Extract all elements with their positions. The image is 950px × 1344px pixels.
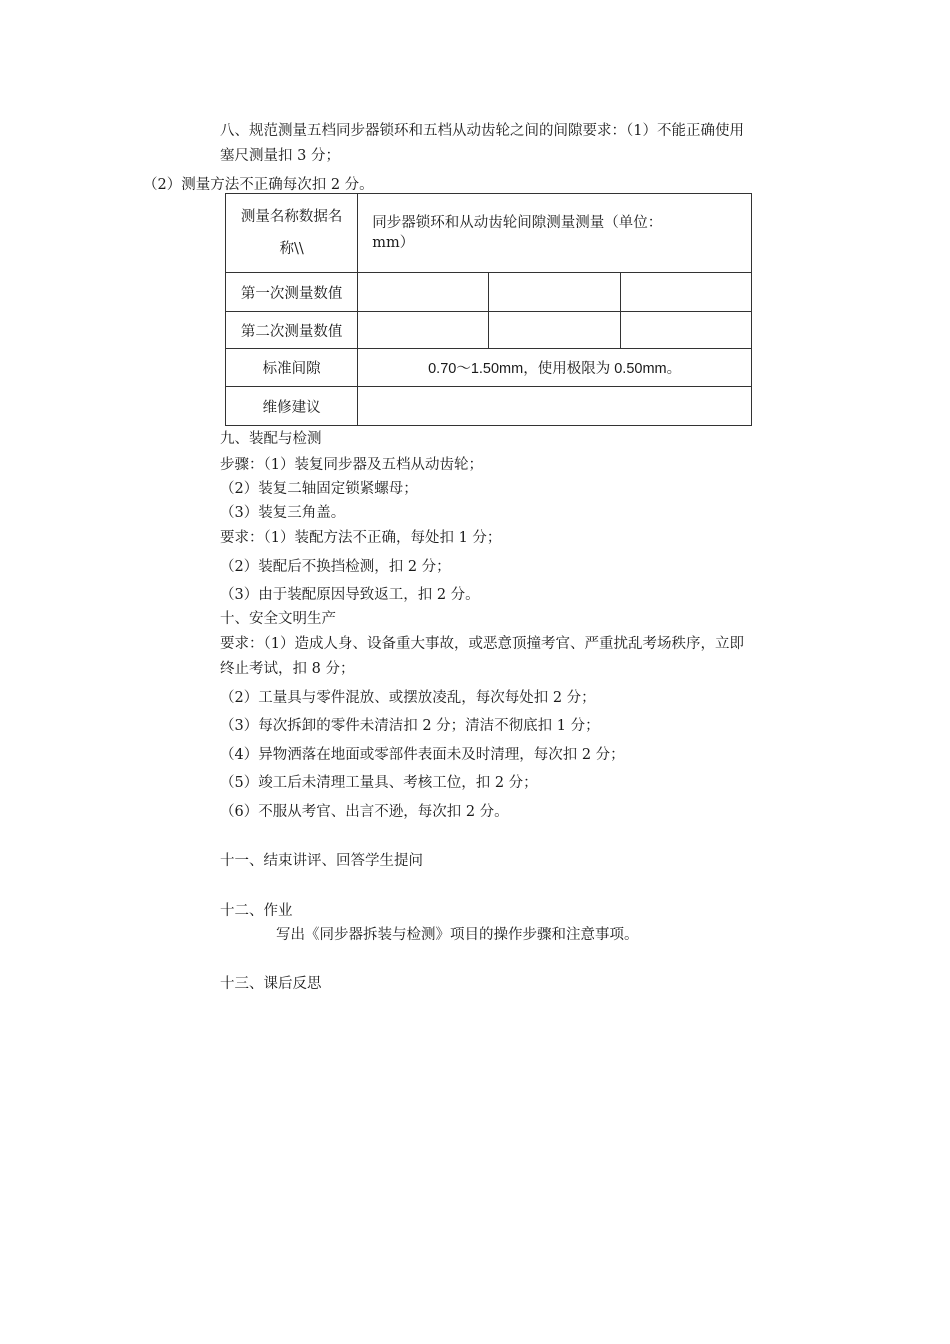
section8-line3: （2）测量方法不正确每次扣 2 分。 bbox=[143, 177, 374, 193]
table-header-row bbox=[226, 194, 752, 273]
section10-req2: （2）工量具与零件混放、或摆放凌乱，每次每处扣 2 分； bbox=[220, 690, 596, 706]
section8-line1: 八、规范测量五档同步器锁环和五档从动齿轮之间的间隙要求：（1）不能正确使用 bbox=[220, 123, 744, 139]
section11-title: 十一、结束讲评、回答学生提问 bbox=[220, 853, 423, 869]
section12-title: 十二、作业 bbox=[220, 903, 293, 919]
section10-req1-b: 终止考试，扣 8 分； bbox=[220, 661, 355, 677]
table-row bbox=[226, 273, 752, 312]
section9-requirements bbox=[220, 528, 501, 548]
row3-value: 0.70～1.50mm，使用极限为 0.50mm。 bbox=[358, 349, 752, 387]
row2-cell1[interactable] bbox=[358, 312, 489, 349]
row4-value[interactable] bbox=[358, 387, 752, 426]
req-label: 要求： bbox=[220, 530, 264, 546]
section10-req4: （4）异物洒落在地面或零部件表面未及时清理，每次扣 2 分； bbox=[220, 747, 625, 763]
row2-label: 第二次测量数值 bbox=[226, 312, 358, 349]
section10-req1-a: 要求：（1）造成人身、设备重大事故，或恶意顶撞考官、严重扰乱考场秩序，立即 bbox=[220, 636, 744, 652]
section10-req5: （5）竣工后未清理工量具、考核工位，扣 2 分； bbox=[220, 775, 538, 791]
row1-cell3[interactable] bbox=[620, 273, 751, 312]
header-right-line1: 同步器锁环和从动齿轮间隙测量测量（单位： bbox=[372, 215, 663, 231]
row2-cell2[interactable] bbox=[489, 312, 620, 349]
table-row bbox=[226, 387, 752, 426]
row1-cell1[interactable] bbox=[358, 273, 489, 312]
req-3: （3）由于装配原因导致返工，扣 2 分。 bbox=[220, 587, 480, 603]
step-3: （3）装复三角盖。 bbox=[220, 505, 346, 521]
table-row bbox=[226, 349, 752, 387]
measurement-table bbox=[225, 193, 752, 426]
section9-steps bbox=[220, 455, 483, 475]
req-2: （2）装配后不换挡检测，扣 2 分； bbox=[220, 559, 451, 575]
header-left-line2: 称\\ bbox=[279, 241, 304, 257]
row2-cell3[interactable] bbox=[620, 312, 751, 349]
row3-label: 标准间隙 bbox=[226, 349, 358, 387]
row1-label: 第一次测量数值 bbox=[226, 273, 358, 312]
section10-title: 十、安全文明生产 bbox=[220, 611, 336, 627]
section12-content: 写出《同步器拆装与检测》项目的操作步骤和注意事项。 bbox=[276, 927, 639, 943]
step-2: （2）装复二轴固定锁紧螺母； bbox=[220, 481, 418, 497]
row4-label: 维修建议 bbox=[226, 387, 358, 426]
steps-label: 步骤： bbox=[220, 457, 264, 473]
section8-line2: 塞尺测量扣 3 分； bbox=[220, 148, 340, 164]
header-right-line2: mm） bbox=[372, 235, 415, 251]
req-1: （1）装配方法不正确，每处扣 1 分； bbox=[263, 530, 502, 546]
section13-title: 十三、课后反思 bbox=[220, 976, 322, 992]
row1-cell2[interactable] bbox=[489, 273, 620, 312]
step-1: （1）装复同步器及五档从动齿轮； bbox=[263, 457, 483, 473]
header-left-line1: 测量名称数据名 bbox=[240, 209, 343, 225]
section10-req6: （6）不服从考官、出言不逊，每次扣 2 分。 bbox=[220, 804, 509, 820]
section10-req3: （3）每次拆卸的零件未清洁扣 2 分；清洁不彻底扣 1 分； bbox=[220, 718, 600, 734]
table-row bbox=[226, 312, 752, 349]
section9-title: 九、装配与检测 bbox=[220, 431, 322, 447]
header-left-cell bbox=[226, 194, 358, 273]
header-right-cell bbox=[358, 194, 752, 273]
